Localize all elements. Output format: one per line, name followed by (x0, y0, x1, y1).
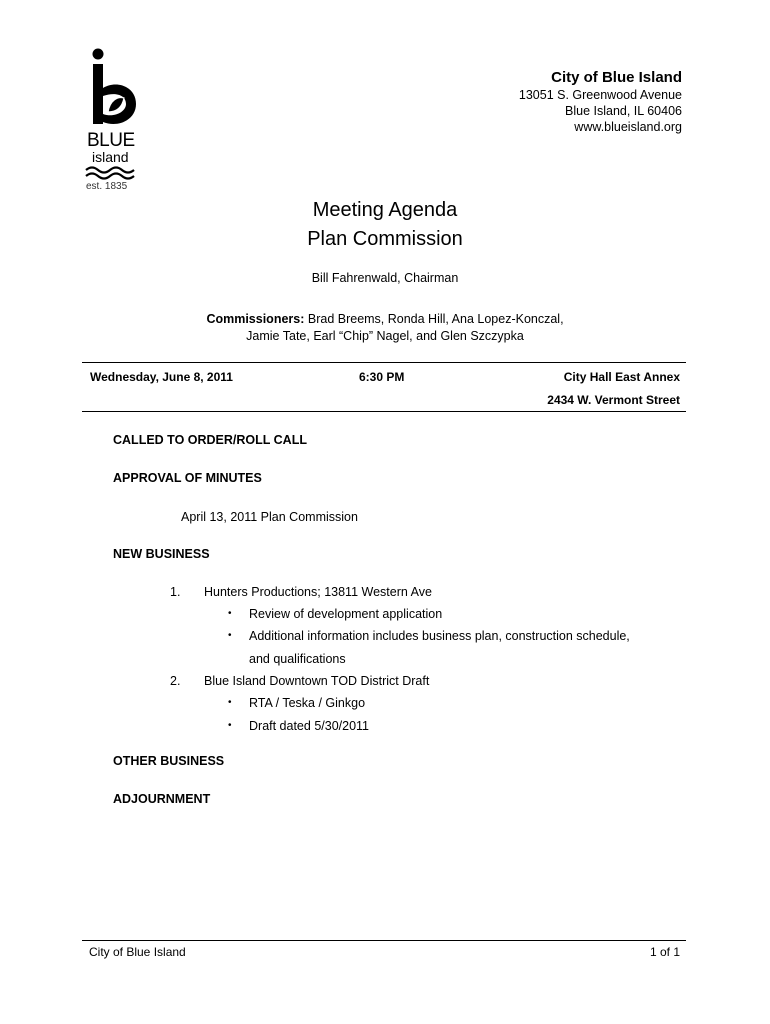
section-new-business: NEW BUSINESS (113, 547, 210, 561)
address-web: www.blueisland.org (574, 120, 682, 134)
footer-rule (82, 940, 686, 941)
logo-est: est. 1835 (86, 181, 128, 192)
commissioners-label: Commissioners: (206, 312, 305, 326)
bullet-text: Review of development application (249, 607, 443, 621)
meeting-date: Wednesday, June 8, 2011 (90, 370, 233, 384)
meeting-location: City Hall East Annex (563, 370, 680, 384)
logo-stem (93, 64, 103, 124)
city-logo (82, 46, 152, 196)
address-block (519, 69, 682, 135)
logo-graphic (82, 46, 152, 196)
page-subtitle: Plan Commission (307, 228, 463, 250)
section-called-to-order: CALLED TO ORDER/ROLL CALL (113, 433, 307, 447)
logo-wave-2 (86, 174, 134, 179)
logo-dot (93, 49, 104, 60)
section-approval: APPROVAL OF MINUTES (113, 471, 262, 485)
logo-sub: island (92, 149, 129, 165)
commissioners-line-1 (0, 311, 770, 327)
section-adjournment: ADJOURNMENT (113, 792, 211, 806)
info-bottom-rule (82, 411, 686, 412)
bullet-icon: • (228, 608, 232, 619)
bullet-icon: • (228, 630, 232, 641)
logo-wave-1 (86, 168, 134, 173)
bullet-icon: • (228, 697, 232, 708)
footer-org: City of Blue Island (89, 945, 186, 959)
bullet-text-continued: and qualifications (249, 652, 346, 666)
item-title: Hunters Productions; 13811 Western Ave (204, 585, 432, 599)
meeting-time: 6:30 PM (359, 370, 405, 384)
bullet-text: Draft dated 5/30/2011 (249, 719, 369, 733)
item-number: 2. (170, 674, 181, 688)
approval-item: April 13, 2011 Plan Commission (181, 510, 358, 524)
logo-name: BLUE (87, 130, 135, 151)
section-other-business: OTHER BUSINESS (113, 754, 225, 768)
page-title: Meeting Agenda (312, 199, 458, 221)
address-city: Blue Island, IL 60406 (565, 104, 682, 118)
org-name: City of Blue Island (551, 69, 682, 86)
item-title: Blue Island Downtown TOD District Draft (204, 674, 430, 688)
commissioners-line-2: Jamie Tate, Earl “Chip” Nagel, and Glen Szczypka (246, 329, 524, 343)
meeting-street: 2434 W. Vermont Street (547, 393, 680, 407)
commissioners-names-1: Brad Breems, Ronda Hill, Ana Lopez-Konczal, (304, 312, 564, 326)
logo-leaf (108, 98, 124, 112)
item-number: 1. (170, 585, 181, 599)
bullet-text: Additional information includes business plan, construction schedule, (249, 629, 630, 643)
info-top-rule (82, 362, 686, 363)
bullet-text: RTA / Teska / Ginkgo (249, 696, 366, 710)
address-street: 13051 S. Greenwood Avenue (518, 88, 682, 102)
page-number: 1 of 1 (649, 945, 680, 959)
chairman: Bill Fahrenwald, Chairman (311, 271, 459, 285)
bullet-icon: • (228, 720, 232, 731)
